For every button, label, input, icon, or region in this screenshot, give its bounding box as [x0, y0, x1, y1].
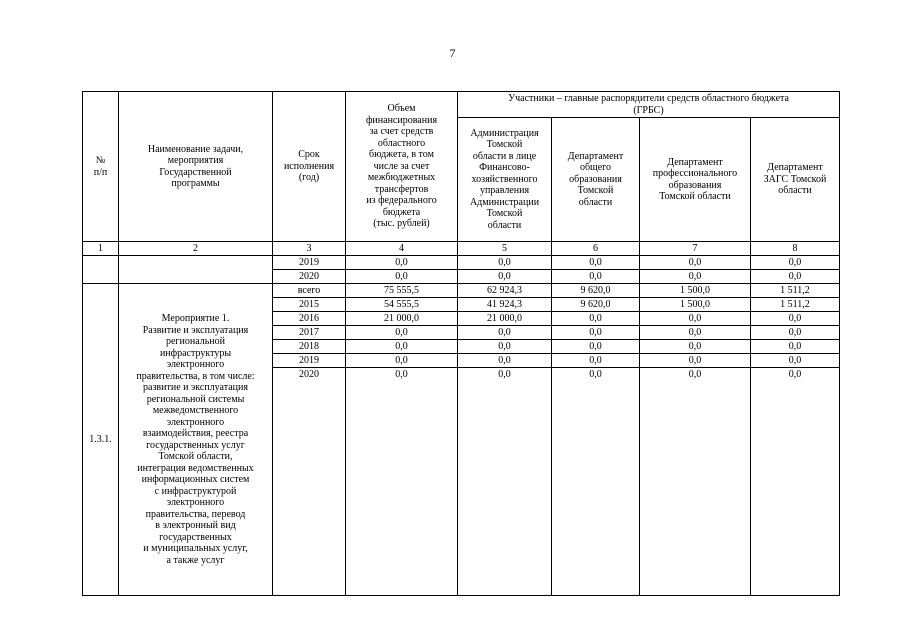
value-cell: 9 620,0: [552, 298, 640, 312]
header-volume: Объем финансирования за счет средств областного бюджета, в том числе за счет межбюджетных трансфертов из федерального бюджета (тыс. рублей): [346, 92, 458, 242]
value-cell: 0,0: [458, 326, 552, 340]
column-number: 3: [273, 242, 346, 256]
value-cell: 0,0: [640, 326, 751, 340]
header-participant-admin: Администрация Томской области в лице Финансово- хозяйственного управления Администрации Томской области: [458, 118, 552, 242]
value-cell: 9 620,0: [552, 284, 640, 298]
year-cell: 2016: [273, 312, 346, 326]
column-number: 4: [346, 242, 458, 256]
year-cell: 2020: [273, 368, 346, 382]
column-number: 6: [552, 242, 640, 256]
value-cell: 0,0: [751, 256, 840, 270]
header-num: № п/п: [83, 92, 119, 242]
budget-table: [82, 91, 840, 596]
column-number: 8: [751, 242, 840, 256]
row-name-cell: [119, 256, 273, 284]
empty-cell: [458, 382, 552, 596]
year-cell: 2017: [273, 326, 346, 340]
value-cell: 0,0: [458, 368, 552, 382]
value-cell: 0,0: [640, 256, 751, 270]
column-number: 7: [640, 242, 751, 256]
column-number-row: [83, 242, 840, 256]
activity-code: 1.3.1.: [83, 284, 119, 596]
value-cell: 0,0: [552, 312, 640, 326]
value-cell: 75 555,5: [346, 284, 458, 298]
column-number: 1: [83, 242, 119, 256]
value-cell: 0,0: [552, 270, 640, 284]
value-cell: 0,0: [458, 270, 552, 284]
year-cell: 2015: [273, 298, 346, 312]
year-cell: 2018: [273, 340, 346, 354]
value-cell: 0,0: [346, 368, 458, 382]
empty-cell: [273, 382, 346, 596]
value-cell: 1 500,0: [640, 284, 751, 298]
header-participant-zags: Департамент ЗАГС Томской области: [751, 118, 840, 242]
value-cell: 0,0: [751, 270, 840, 284]
value-cell: 54 555,5: [346, 298, 458, 312]
value-cell: 0,0: [346, 340, 458, 354]
value-cell: 0,0: [552, 340, 640, 354]
value-cell: 0,0: [640, 270, 751, 284]
empty-cell: [640, 382, 751, 596]
value-cell: 0,0: [346, 256, 458, 270]
value-cell: 0,0: [552, 256, 640, 270]
year-cell: 2020: [273, 270, 346, 284]
value-cell: 0,0: [751, 340, 840, 354]
header-name: Наименование задачи, мероприятия Государственной программы: [119, 92, 273, 242]
value-cell: 0,0: [751, 354, 840, 368]
column-number: 2: [119, 242, 273, 256]
table-row: [83, 284, 840, 298]
value-cell: 41 924,3: [458, 298, 552, 312]
empty-cell: [552, 382, 640, 596]
value-cell: 0,0: [346, 326, 458, 340]
empty-cell: [346, 382, 458, 596]
value-cell: 0,0: [640, 312, 751, 326]
value-cell: 1 511,2: [751, 298, 840, 312]
header-participant-prof-edu: Департамент профессионального образования Томской области: [640, 118, 751, 242]
year-cell: всего: [273, 284, 346, 298]
empty-cell: [751, 382, 840, 596]
value-cell: 62 924,3: [458, 284, 552, 298]
value-cell: 0,0: [751, 326, 840, 340]
value-cell: 0,0: [458, 256, 552, 270]
page-number: 7: [449, 46, 456, 60]
value-cell: 0,0: [458, 354, 552, 368]
year-cell: 2019: [273, 354, 346, 368]
value-cell: 0,0: [458, 340, 552, 354]
year-cell: 2019: [273, 256, 346, 270]
value-cell: 0,0: [640, 354, 751, 368]
header-participant-general-edu: Департамент общего образования Томской области: [552, 118, 640, 242]
value-cell: 0,0: [640, 368, 751, 382]
value-cell: 0,0: [751, 368, 840, 382]
value-cell: 0,0: [552, 326, 640, 340]
value-cell: 1 511,2: [751, 284, 840, 298]
value-cell: 0,0: [346, 354, 458, 368]
value-cell: 0,0: [552, 354, 640, 368]
header-participants: Участники – главные распорядители средств областного бюджета (ГРБС): [458, 92, 840, 118]
value-cell: 0,0: [552, 368, 640, 382]
column-number: 5: [458, 242, 552, 256]
value-cell: 1 500,0: [640, 298, 751, 312]
value-cell: 0,0: [640, 340, 751, 354]
value-cell: 21 000,0: [346, 312, 458, 326]
header-term: Срок исполнения (год): [273, 92, 346, 242]
activity-name: Мероприятие 1. Развитие и эксплуатация региональной инфраструктуры электронного правительства, в том числе: развитие и эксплуатация региональной системы межведомственного электронного взаимодействия, реестра государственных услуг Томской области, интеграция ведомственных информационных систем с инфраструктурой электронного правительства, перевод в электронный вид государственных и муниципальных услуг, а также услуг: [119, 284, 273, 596]
value-cell: 0,0: [346, 270, 458, 284]
row-code-cell: [83, 256, 119, 284]
table-row: [83, 256, 840, 270]
value-cell: 21 000,0: [458, 312, 552, 326]
value-cell: 0,0: [751, 312, 840, 326]
